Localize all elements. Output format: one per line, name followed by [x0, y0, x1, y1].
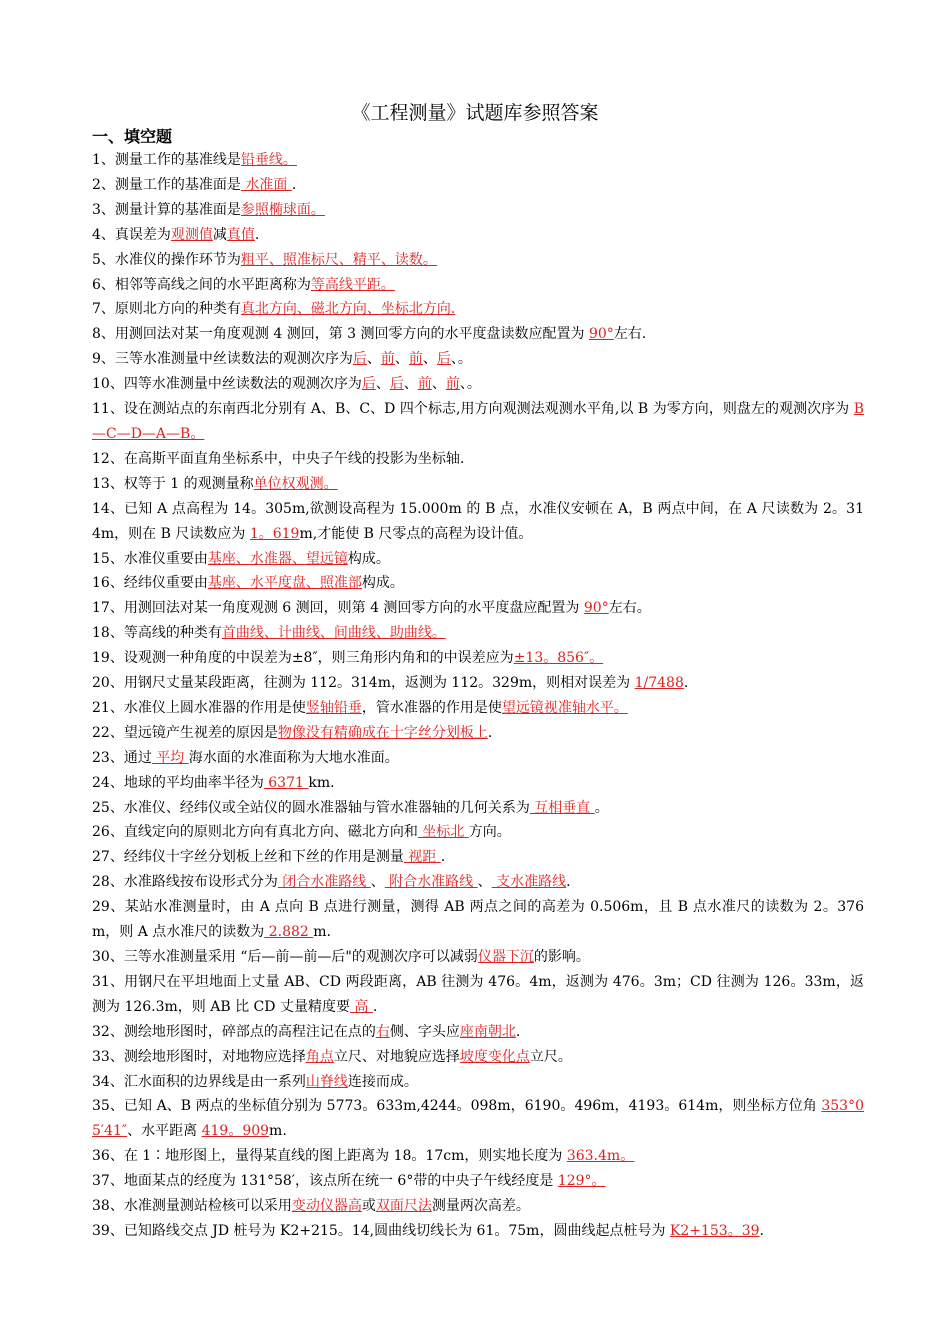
- question-text: 37、地面某点的经度为 131°58′，该点所在统一 6°带的中央子午线经度是: [92, 1173, 558, 1190]
- question-item: [92, 397, 864, 447]
- question-item: [92, 970, 864, 1020]
- answer-text: 真北方向: [240, 301, 297, 318]
- answer-text: 单位权观测: [253, 475, 324, 492]
- answer-text: 照准标尺: [282, 251, 339, 268]
- question-text: 22、望远镜产生视差的原因是: [92, 724, 278, 741]
- section-heading: 一、填空题: [92, 127, 173, 146]
- question-item: [92, 845, 864, 870]
- question-list: [92, 148, 864, 1244]
- answer-text: 坐标北: [417, 824, 469, 841]
- answer-text: 坐标北方向: [380, 301, 451, 318]
- question-text: 左右。: [608, 600, 651, 617]
- answer-text: .: [450, 301, 456, 318]
- question-item: [92, 895, 864, 945]
- answer-text: 、: [305, 575, 320, 592]
- question-text: 4、真误差为: [92, 226, 171, 243]
- answer-text: 2.882: [264, 924, 314, 941]
- question-text: 、: [422, 351, 437, 368]
- question-text: 测量两次高差。: [431, 1198, 530, 1215]
- question-item: [92, 671, 864, 696]
- answer-text: 419。909: [201, 1123, 270, 1140]
- answer-text: 视距: [403, 849, 441, 866]
- answer-text: 附合水准路线: [384, 874, 478, 891]
- question-text: 或: [361, 1198, 376, 1215]
- question-text: .: [440, 849, 446, 866]
- question-item: [92, 1070, 864, 1095]
- answer-text: 、: [380, 251, 395, 268]
- answer-text: 、: [268, 251, 283, 268]
- answer-text: 。: [589, 650, 604, 667]
- question-text: m.: [269, 1123, 287, 1140]
- question-item: [92, 472, 864, 497]
- question-text: 23、通过: [92, 749, 152, 766]
- question-text: 34、汇水面积的边界线是由一系列: [92, 1073, 306, 1090]
- answer-text: 等高线平距: [310, 276, 381, 293]
- question-item: [92, 571, 864, 596]
- answer-text: 后: [389, 376, 404, 393]
- question-text: 33、测绘地形图时，对地物应选择: [92, 1048, 306, 1065]
- question-text: 18、等高线的种类有: [92, 625, 222, 642]
- question-text: 19、设观测一种角度的中误差为±8″，则三角形内角和的中误差应为: [92, 650, 514, 667]
- question-text: 29、某站水准测量时，由 A 点向 B 点进行测量，测得 AB 两点之间的高差为 0.506m，且 B 点水准尺的读数为 2。376m，则 A 点水准尺的读数为: [92, 899, 864, 941]
- question-text: km.: [308, 774, 335, 791]
- answer-text: 、: [338, 251, 353, 268]
- answer-text: 竖轴铅垂: [305, 699, 362, 716]
- question-text: 24、地球的平均曲率半径为: [92, 774, 264, 791]
- answer-text: 基座: [207, 550, 236, 567]
- answer-text: 参照椭球面: [240, 201, 311, 218]
- question-item: [92, 1094, 864, 1144]
- answer-text: ±13。856″: [513, 650, 590, 667]
- answer-text: 双面尺法: [375, 1198, 432, 1215]
- question-text: 。: [594, 799, 609, 816]
- question-text: 21、水准仪上圆水准器的作用是使: [92, 699, 306, 716]
- question-text: 9、三等水准测量中丝读数法的观测次序为: [92, 351, 353, 368]
- question-text: 12、在高斯平面直角坐标系中，中央子午线的投影为坐标轴.: [92, 450, 465, 467]
- question-text: 10、四等水准测量中丝读数法的观测次序为: [92, 376, 362, 393]
- answer-text: m。: [606, 1148, 635, 1165]
- question-item: [92, 696, 864, 721]
- answer-text: 6371: [263, 774, 309, 791]
- question-text: 、: [477, 874, 492, 891]
- answer-text: 前: [380, 351, 395, 368]
- question-text: 30、三等水准测量采用 “后—前—前—后"的观测次序可以减弱: [92, 949, 478, 965]
- question-text: 、水平距离: [127, 1123, 202, 1140]
- question-text: .: [566, 874, 571, 891]
- answer-text: 水准面: [240, 176, 292, 193]
- question-item: [92, 1144, 864, 1169]
- answer-text: 变动仪器高: [291, 1198, 362, 1215]
- question-text: 左右.: [613, 326, 647, 343]
- question-text: 减: [212, 226, 227, 243]
- question-text: 方向。: [468, 824, 511, 841]
- question-text: 39、已知路线交点 JD 桩号为 K2+215。14,圆曲线切线长为 61。75m，圆曲线起点桩号为: [92, 1222, 670, 1239]
- page-title: 《工程测量》试题库参照答案: [351, 102, 599, 124]
- question-item: [92, 447, 864, 472]
- question-text: 构成。: [361, 575, 404, 592]
- answer-text: 基座: [207, 575, 236, 592]
- question-item: [92, 1045, 864, 1070]
- question-text: .: [487, 724, 493, 741]
- answer-text: 前: [408, 351, 423, 368]
- question-item: [92, 223, 864, 248]
- question-text: 、: [370, 874, 385, 891]
- question-item: [92, 721, 864, 746]
- answer-text: 支水准路线: [491, 874, 567, 891]
- question-item: [92, 796, 864, 821]
- question-text: m,才能使 B 尺零点的高程为设计值。: [299, 525, 533, 542]
- question-text: 13、权等于 1 的观测量称: [92, 475, 254, 492]
- answer-text: 后: [361, 376, 376, 393]
- answer-text: 闭合水准路线: [277, 874, 371, 891]
- answer-text: 铅垂线: [240, 152, 283, 168]
- question-item: [92, 173, 864, 198]
- question-text: 1、测量工作的基准线是: [92, 152, 241, 168]
- question-text: 26、直线定向的原则北方向有真北方向、磁北方向和: [92, 824, 418, 841]
- question-item: [92, 820, 864, 845]
- answer-text: 353°05′41″: [92, 1098, 864, 1140]
- answer-text: 山脊线: [305, 1073, 348, 1090]
- question-item: [92, 297, 864, 322]
- answer-text: 坡度变化点: [459, 1048, 530, 1065]
- answer-text: 助曲线: [389, 625, 432, 642]
- question-text: 31、用钢尺在平坦地面上丈量 AB、CD 两段距离，AB 往测为 476。4m，返测为 476。3m；CD 往测为 126。33m，返测为 126.3m，则 AB 比 CD 丈量精度要: [92, 973, 864, 1015]
- question-text: 、: [403, 376, 418, 393]
- answer-text: 望远镜视准轴水平: [501, 699, 614, 716]
- question-item: [92, 148, 864, 173]
- question-item: [92, 347, 864, 372]
- question-text: 3、测量计算的基准面是: [92, 201, 241, 218]
- question-item: [92, 547, 864, 572]
- answer-text: K2+153。39: [669, 1222, 760, 1239]
- question-item: [92, 372, 864, 397]
- answer-text: 高: [349, 998, 373, 1015]
- answer-text: 角点: [305, 1048, 334, 1065]
- answer-text: 后: [436, 351, 451, 368]
- answer-text: 水平度盘: [249, 575, 306, 592]
- question-text: .: [759, 1222, 764, 1239]
- question-item: [92, 1219, 864, 1244]
- question-text: .: [254, 226, 260, 243]
- question-text: 16、经纬仪重要由: [92, 575, 208, 592]
- question-item: [92, 273, 864, 298]
- question-text: ，管水准器的作用是使: [361, 699, 502, 716]
- question-item: [92, 596, 864, 621]
- answer-text: 、: [291, 550, 306, 567]
- question-item: [92, 621, 864, 646]
- question-text: 的影响。: [533, 949, 590, 965]
- answer-text: 。: [613, 699, 628, 716]
- answer-text: 读数: [394, 251, 423, 268]
- question-text: 立尺、对地貌应选择: [333, 1048, 460, 1065]
- question-item: [92, 1020, 864, 1045]
- question-text: 连接而成。: [347, 1073, 418, 1090]
- answer-text: 。: [591, 1173, 606, 1190]
- question-text: .: [372, 998, 378, 1015]
- question-text: 立尺。: [529, 1048, 572, 1065]
- question-text: 27、经纬仪十字丝分划板上丝和下丝的作用是测量: [92, 849, 404, 866]
- question-text: 28、水准路线按布设形式分为: [92, 874, 278, 891]
- answer-text: 、: [235, 550, 250, 567]
- answer-text: 物像没有精确成在十字丝分划板上: [277, 724, 488, 741]
- answer-text: 。: [323, 475, 338, 492]
- answer-text: 右: [375, 1023, 390, 1040]
- answer-text: 计曲线: [277, 625, 320, 642]
- question-text: 32、测绘地形图时，碎部点的高程注记在点的: [92, 1023, 376, 1040]
- answer-text: 363.4: [566, 1148, 607, 1165]
- question-text: 8、用测回法对某一角度观测 4 测回，第 3 测回零方向的水平度盘读数应配置为: [92, 326, 589, 343]
- question-item: [92, 945, 864, 970]
- answer-text: 。: [282, 152, 297, 168]
- question-item: [92, 322, 864, 347]
- question-text: 25、水准仪、经纬仪或全站仪的圆水准器轴与管水准器轴的几何关系为: [92, 799, 530, 816]
- answer-text: 真值: [226, 226, 255, 243]
- answer-text: 、: [375, 625, 390, 642]
- answer-text: 、: [263, 625, 278, 642]
- question-text: 、: [394, 351, 409, 368]
- answer-text: 129°: [557, 1173, 592, 1190]
- answer-text: 平均: [151, 749, 189, 766]
- question-text: 15、水准仪重要由: [92, 550, 208, 567]
- answer-text: 1/7488: [634, 675, 684, 692]
- question-item: [92, 646, 864, 671]
- question-item: [92, 1194, 864, 1219]
- answer-text: 粗平: [240, 251, 269, 268]
- answer-text: 观测值: [170, 226, 213, 243]
- answer-text: 仪器下沉: [477, 949, 534, 965]
- question-text: 、: [431, 376, 446, 393]
- answer-text: 后: [352, 351, 367, 368]
- question-text: 20、用钢尺丈量某段距离，往测为 112。314m，返测为 112。329m，则相对误差为: [92, 675, 635, 692]
- question-item: [92, 1169, 864, 1194]
- question-text: 35、已知 A、B 两点的坐标值分别为 5773。633m,4244。098m，6190。496m，4193。614m，则坐标方位角: [92, 1098, 822, 1115]
- question-text: m.: [313, 924, 332, 941]
- answer-text: 90°: [588, 326, 614, 343]
- question-text: 38、水准测量测站检核可以采用: [92, 1198, 292, 1215]
- answer-text: 。: [190, 425, 205, 442]
- answer-text: 前: [417, 376, 432, 393]
- answer-text: 间曲线: [333, 625, 376, 642]
- answer-text: B—C—D—A—B: [92, 401, 864, 442]
- question-text: 11、设在测站点的东南西北分别有 A、B、C、D 四个标志,用方向观测法观测水平角,以 B 为零方向，则盘左的观测次序为: [92, 401, 854, 418]
- question-text: 17、用测回法对某一角度观测 6 测回，则第 4 测回零方向的水平度盘应配置为: [92, 600, 584, 617]
- question-text: 构成。: [347, 550, 390, 567]
- question-item: [92, 497, 864, 547]
- question-text: 、。: [459, 376, 481, 393]
- question-text: .: [683, 675, 689, 692]
- answer-text: 水准器: [249, 550, 292, 567]
- question-text: 5、水准仪的操作环节为: [92, 251, 241, 268]
- question-text: 海水面的水准面称为大地水准面。: [188, 749, 399, 766]
- answer-text: 精平: [352, 251, 381, 268]
- question-item: [92, 198, 864, 223]
- question-text: 36、在 1∶地形图上，量得某直线的图上距离为 18。17cm，则实地长度为: [92, 1148, 567, 1165]
- answer-text: 。: [431, 625, 446, 642]
- question-text: 、。: [450, 351, 472, 368]
- answer-text: 、: [296, 301, 311, 318]
- question-item: [92, 248, 864, 273]
- answer-text: 。: [380, 276, 395, 293]
- answer-text: 、: [319, 625, 334, 642]
- question-text: 2、测量工作的基准面是: [92, 176, 241, 193]
- question-item: [92, 771, 864, 796]
- answer-text: 前: [445, 376, 460, 393]
- answer-text: 、: [235, 575, 250, 592]
- question-text: 6、相邻等高线之间的水平距离称为: [92, 276, 311, 293]
- answer-text: 。: [422, 251, 437, 268]
- question-text: 、: [366, 351, 381, 368]
- question-item: [92, 870, 864, 895]
- answer-text: 互相垂直: [529, 799, 595, 816]
- question-text: .: [291, 176, 297, 193]
- answer-text: 90°: [583, 600, 609, 617]
- question-text: .: [515, 1023, 521, 1040]
- question-text: 14、已知 A 点高程为 14。305m,欲测设高程为 15.000m 的 B 点，水准仪安顿在 A，B 两点中间，在 A 尺读数为 2。314m，则在 B 尺读数应为: [92, 500, 864, 542]
- answer-text: 、: [366, 301, 381, 318]
- answer-text: 座南朝北: [459, 1023, 516, 1040]
- answer-text: 磁北方向: [310, 301, 367, 318]
- answer-text: 照准部: [319, 575, 362, 592]
- answer-text: 望远镜: [305, 550, 348, 567]
- answer-text: 。: [310, 201, 325, 218]
- question-text: 、: [375, 376, 390, 393]
- question-text: 侧、字头应: [389, 1023, 460, 1040]
- question-item: [92, 746, 864, 771]
- answer-text: 1。619: [249, 525, 300, 542]
- question-text: 7、原则北方向的种类有: [92, 301, 241, 318]
- answer-text: 首曲线: [221, 625, 264, 642]
